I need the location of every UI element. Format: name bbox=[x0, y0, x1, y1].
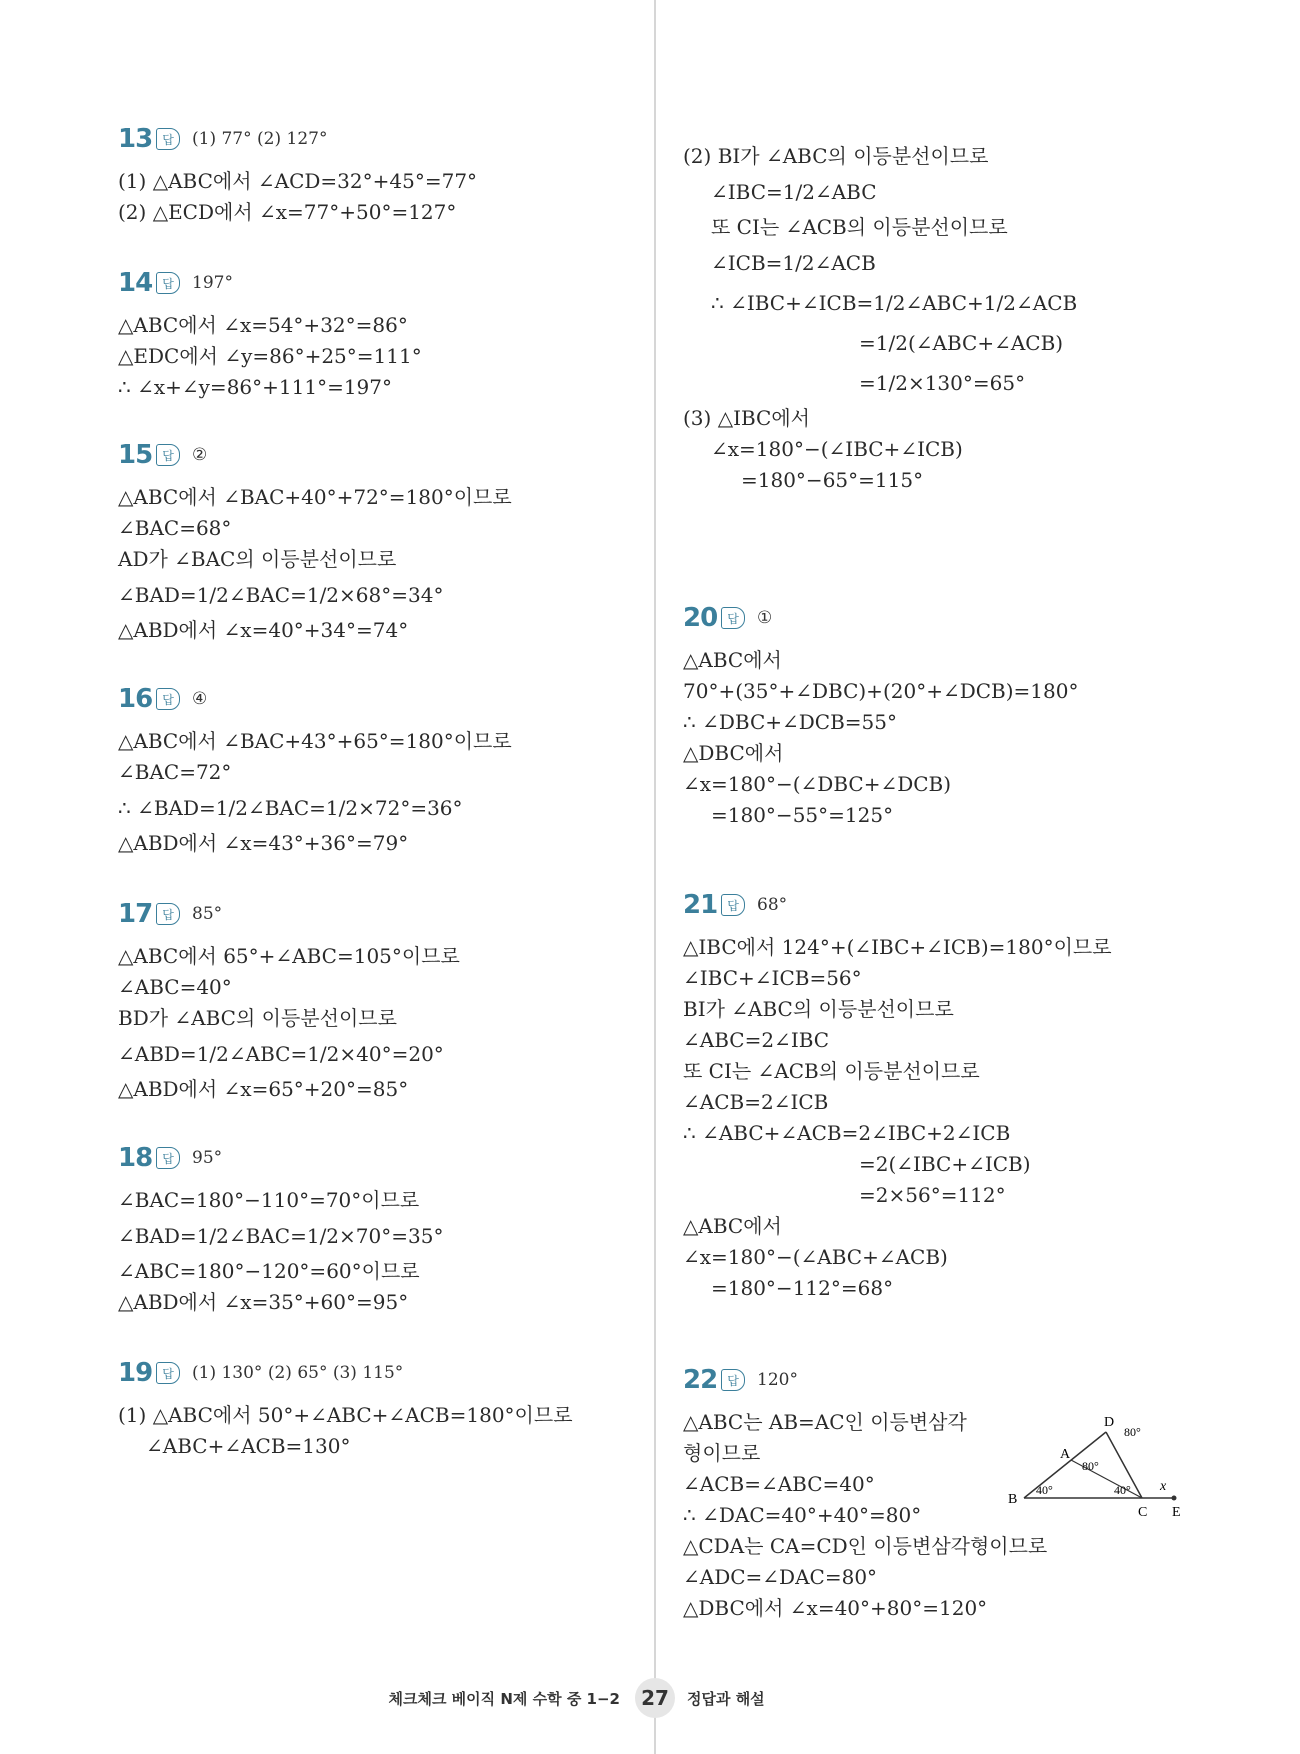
column-divider bbox=[654, 0, 656, 1754]
problem-16 bbox=[118, 682, 512, 859]
solution-line: 또 CI는 ∠ACB의 이등분선이므로 bbox=[683, 1059, 980, 1083]
label-x: x bbox=[1160, 1479, 1167, 1494]
answer-badge-icon: 답 bbox=[156, 903, 180, 925]
solution-line: ∠BAC=68° bbox=[118, 516, 232, 540]
solution-line: =2×56°=112° bbox=[859, 1183, 1006, 1207]
solution-line: ∴ ∠BAD=1/2∠BAC=1/2×72°=36° bbox=[118, 796, 463, 820]
solution-line: ∴ ∠DAC=40°+40°=80° bbox=[683, 1503, 922, 1527]
solution-line: BD가 ∠ABC의 이등분선이므로 bbox=[118, 1006, 397, 1030]
solution-line: ∠x=180°−(∠DBC+∠DCB) bbox=[683, 772, 952, 796]
solution-lines bbox=[683, 932, 1112, 1304]
solution-line: △ABC는 AB=AC인 이등변삼각 bbox=[683, 1410, 967, 1434]
solution-line: △ABC에서 bbox=[683, 1214, 782, 1238]
solution-line: △ABC에서 bbox=[683, 648, 782, 672]
problem-number: 20 bbox=[683, 603, 718, 633]
solution-line: (2) △ECD에서 ∠x=77°+50°=127° bbox=[118, 200, 457, 224]
answer-badge-icon: 답 bbox=[156, 272, 180, 294]
problem-15 bbox=[118, 438, 512, 646]
solution-line: ∠ABD=1/2∠ABC=1/2×40°=20° bbox=[118, 1042, 444, 1066]
solution-line: ∠BAD=1/2∠BAC=1/2×68°=34° bbox=[118, 583, 444, 607]
solution-lines bbox=[118, 1185, 443, 1318]
solution-line: △ABD에서 ∠x=65°+20°=85° bbox=[118, 1077, 409, 1101]
solution-line: =1/2(∠ABC+∠ACB) bbox=[859, 331, 1064, 355]
problem-header bbox=[118, 438, 512, 472]
answer-text: 68° bbox=[757, 895, 788, 915]
solution-line: △ABD에서 ∠x=35°+60°=95° bbox=[118, 1290, 409, 1314]
solution-line: ∠ABC+∠ACB=130° bbox=[146, 1434, 351, 1458]
solution-line: =180°−112°=68° bbox=[711, 1276, 894, 1300]
problem-header bbox=[683, 601, 1078, 635]
problem-number: 17 bbox=[118, 899, 153, 929]
answer-text: 120° bbox=[757, 1370, 798, 1390]
solution-line: △DBC에서 ∠x=40°+80°=120° bbox=[683, 1596, 988, 1620]
solution-line: ∠IBC=1/2∠ABC bbox=[711, 180, 877, 204]
problem-header bbox=[118, 682, 512, 716]
solution-line: ∴ ∠x+∠y=86°+111°=197° bbox=[118, 375, 393, 399]
problem-number: 19 bbox=[118, 1358, 153, 1388]
problem-number: 21 bbox=[683, 890, 718, 920]
answer-text: ① bbox=[757, 608, 773, 628]
solution-line: △EDC에서 ∠y=86°+25°=111° bbox=[118, 344, 422, 368]
solution-line: ∠IBC+∠ICB=56° bbox=[683, 966, 862, 990]
problem-header bbox=[683, 888, 1112, 922]
problem-21 bbox=[683, 888, 1112, 1304]
solution-line: ∠ADC=∠DAC=80° bbox=[683, 1565, 878, 1589]
solution-line: 70°+(35°+∠DBC)+(20°+∠DCB)=180° bbox=[683, 679, 1079, 703]
problem-17 bbox=[118, 897, 460, 1105]
solution-line: △ABD에서 ∠x=43°+36°=79° bbox=[118, 831, 409, 855]
answer-badge-icon: 답 bbox=[721, 607, 745, 629]
problem-number: 15 bbox=[118, 440, 153, 470]
solution-line: (2) BI가 ∠ABC의 이등분선이므로 bbox=[683, 144, 989, 168]
problem-number: 16 bbox=[118, 684, 153, 714]
problem-14 bbox=[118, 266, 422, 403]
solution-line: AD가 ∠BAC의 이등분선이므로 bbox=[118, 547, 397, 571]
solution-line: (1) △ABC에서 50°+∠ABC+∠ACB=180°이므로 bbox=[118, 1403, 573, 1427]
answer-badge-icon: 답 bbox=[721, 894, 745, 916]
solution-lines bbox=[118, 482, 512, 646]
problem-header bbox=[118, 897, 460, 931]
problem-19-continued bbox=[683, 141, 1077, 496]
problem-header bbox=[683, 1363, 1047, 1397]
solution-line: =2(∠IBC+∠ICB) bbox=[859, 1152, 1031, 1176]
solution-line: △ABC에서 ∠BAC+43°+65°=180°이므로 bbox=[118, 729, 512, 753]
solution-line: ∠x=180°−(∠ABC+∠ACB) bbox=[683, 1245, 948, 1269]
solution-line: ∠ABC=40° bbox=[118, 975, 232, 999]
solution-line: ∠ACB=2∠ICB bbox=[683, 1090, 829, 1114]
solution-lines bbox=[683, 1407, 1047, 1624]
solution-line: =1/2×130°=65° bbox=[859, 371, 1026, 395]
answer-text: 197° bbox=[192, 273, 233, 293]
solution-line: ∴ ∠ABC+∠ACB=2∠IBC+2∠ICB bbox=[683, 1121, 1011, 1145]
solution-line: ∴ ∠DBC+∠DCB=55° bbox=[683, 710, 898, 734]
answer-badge-icon: 답 bbox=[156, 444, 180, 466]
problem-header bbox=[118, 122, 477, 156]
answer-badge-icon: 답 bbox=[156, 128, 180, 150]
solution-line: ∴ ∠IBC+∠ICB=1/2∠ABC+1/2∠ACB bbox=[711, 291, 1078, 315]
solution-line: (1) △ABC에서 ∠ACD=32°+45°=77° bbox=[118, 169, 478, 193]
answer-text: ④ bbox=[192, 689, 208, 709]
solution-line: ∠ABC=180°−120°=60°이므로 bbox=[118, 1259, 420, 1283]
solution-line: =180°−65°=115° bbox=[741, 468, 924, 492]
problem-number: 14 bbox=[118, 268, 153, 298]
problem-13 bbox=[118, 122, 477, 228]
solution-line: ∠BAC=180°−110°=70°이므로 bbox=[118, 1188, 420, 1212]
answer-text: (1) 77° (2) 127° bbox=[192, 129, 328, 149]
solution-line: ∠ICB=1/2∠ACB bbox=[711, 251, 876, 275]
solution-line: △DBC에서 bbox=[683, 741, 784, 765]
problem-19 bbox=[118, 1356, 573, 1462]
solution-line: △ABC에서 ∠BAC+40°+72°=180°이므로 bbox=[118, 485, 512, 509]
solution-line: 형이므로 bbox=[683, 1441, 761, 1465]
angle-A-80: 80° bbox=[1082, 1459, 1099, 1473]
angle-B-40: 40° bbox=[1036, 1483, 1053, 1497]
solution-line: ∠ABC=2∠IBC bbox=[683, 1028, 830, 1052]
answer-badge-icon: 답 bbox=[156, 1147, 180, 1169]
solution-line: △ABC에서 65°+∠ABC=105°이므로 bbox=[118, 944, 460, 968]
triangle-figure bbox=[998, 1408, 1198, 1528]
problem-number: 13 bbox=[118, 124, 153, 154]
label-C: C bbox=[1138, 1505, 1148, 1520]
answer-text: (1) 130° (2) 65° (3) 115° bbox=[192, 1363, 404, 1383]
solution-line: ∠BAD=1/2∠BAC=1/2×70°=35° bbox=[118, 1224, 444, 1248]
problem-header bbox=[118, 1356, 573, 1390]
point-E bbox=[1172, 1496, 1177, 1501]
solution-line: 또 CI는 ∠ACB의 이등분선이므로 bbox=[711, 215, 1008, 239]
answer-text: 95° bbox=[192, 1148, 223, 1168]
solution-line: ∠x=180°−(∠IBC+∠ICB) bbox=[711, 437, 963, 461]
solution-line: (3) △IBC에서 bbox=[683, 406, 810, 430]
page-footer bbox=[0, 1678, 1300, 1718]
solution-lines bbox=[118, 310, 422, 403]
angle-D-80: 80° bbox=[1124, 1425, 1141, 1439]
answer-badge-icon: 답 bbox=[156, 1362, 180, 1384]
problem-22 bbox=[683, 1363, 1047, 1624]
solution-line: △ABC에서 ∠x=54°+32°=86° bbox=[118, 313, 408, 337]
problem-header bbox=[118, 266, 422, 300]
label-A: A bbox=[1060, 1447, 1071, 1462]
problem-18 bbox=[118, 1141, 443, 1318]
solution-lines bbox=[118, 1400, 573, 1462]
solution-line: △ABD에서 ∠x=40°+34°=74° bbox=[118, 618, 409, 642]
footer-subtitle: 정답과 해설 bbox=[687, 1690, 765, 1708]
answer-badge-icon: 답 bbox=[721, 1369, 745, 1391]
answer-text: ② bbox=[192, 445, 208, 465]
problem-20 bbox=[683, 601, 1078, 831]
label-E: E bbox=[1172, 1505, 1181, 1520]
solution-line: =180°−55°=125° bbox=[711, 803, 894, 827]
solution-line: ∠BAC=72° bbox=[118, 760, 232, 784]
problem-number: 22 bbox=[683, 1365, 718, 1395]
solution-lines bbox=[683, 645, 1078, 831]
page-number: 27 bbox=[635, 1678, 675, 1718]
solution-line: △IBC에서 124°+(∠IBC+∠ICB)=180°이므로 bbox=[683, 935, 1112, 959]
solution-lines bbox=[118, 941, 460, 1105]
solution-line: BI가 ∠ABC의 이등분선이므로 bbox=[683, 997, 954, 1021]
answer-badge-icon: 답 bbox=[156, 688, 180, 710]
problem-number: 18 bbox=[118, 1143, 153, 1173]
solution-lines bbox=[118, 166, 477, 228]
solution-line: ∠ACB=∠ABC=40° bbox=[683, 1472, 875, 1496]
problem-header bbox=[118, 1141, 443, 1175]
book-title: 체크체크 베이직 N제 수학 중 1−2 bbox=[388, 1690, 620, 1708]
solution-lines bbox=[118, 726, 512, 859]
label-D: D bbox=[1104, 1415, 1115, 1430]
solution-line: △CDA는 CA=CD인 이등변삼각형이므로 bbox=[683, 1534, 1048, 1558]
angle-C-40: 40° bbox=[1114, 1483, 1131, 1497]
label-B: B bbox=[1008, 1492, 1018, 1507]
answer-text: 85° bbox=[192, 904, 223, 924]
